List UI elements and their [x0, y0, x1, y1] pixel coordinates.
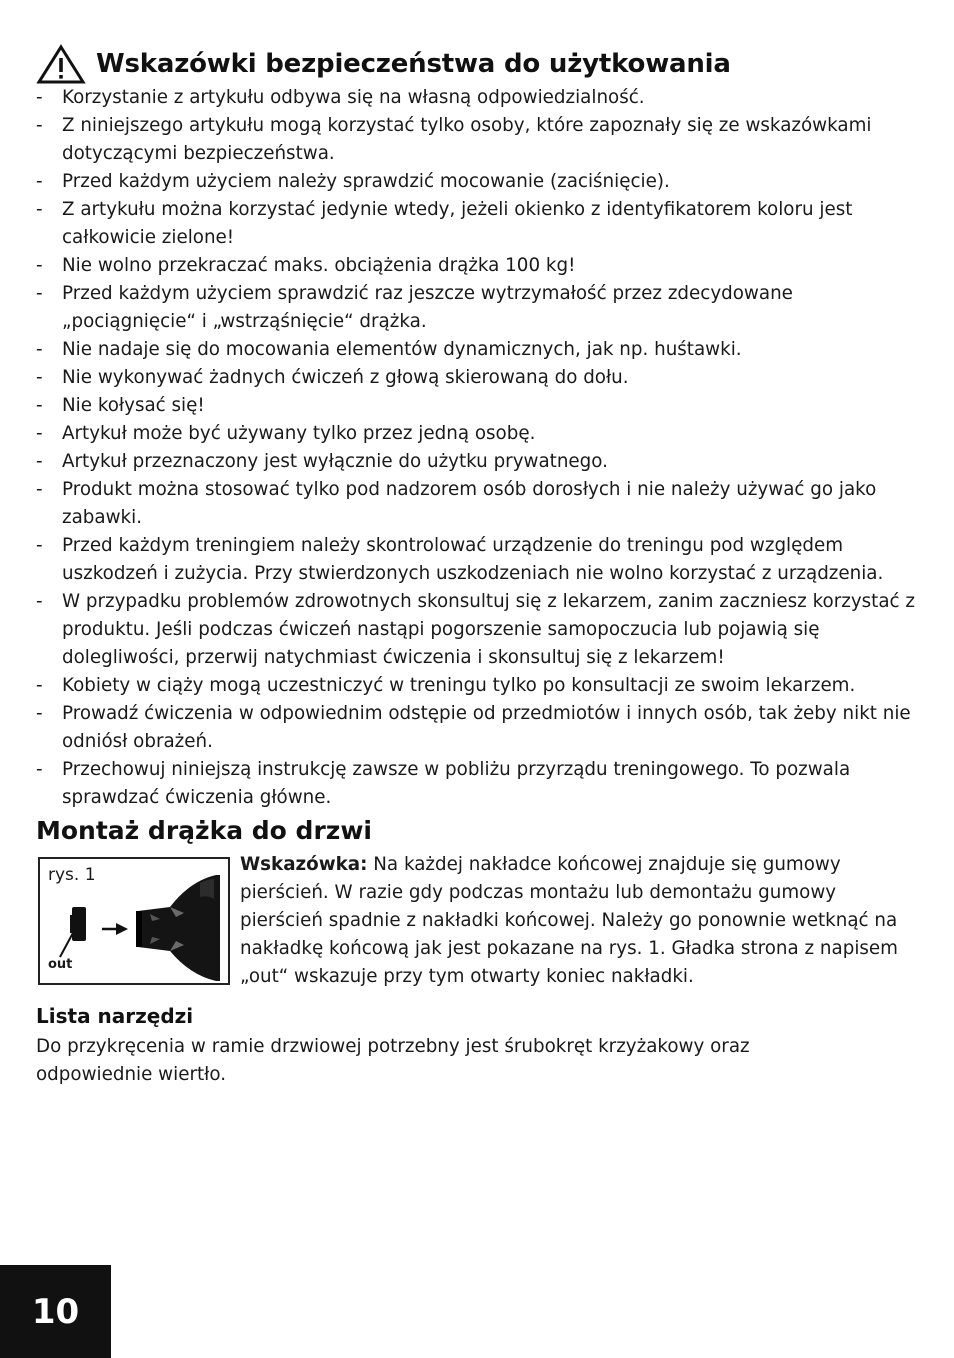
list-item — [36, 336, 916, 364]
bullet-dash: - — [36, 395, 43, 416]
list-item — [36, 168, 916, 196]
bullet-dash: - — [36, 535, 43, 556]
note-text: Na każdej nakładce końcowej znajduje się gumowy pierścień. W razie gdy podczas montażu lub demontażu gumowy pierścień spadnie z nakładki końcowej. Należy go ponownie wetknąć na nakładkę końcową jak jest pokazane na rys. 1. Gładka strona z napisem „out“ wskazuje przy tym otwarty koniec nakładki. — [240, 854, 898, 987]
bullet-dash: - — [36, 339, 43, 360]
arrow-head — [116, 923, 128, 935]
list-item-text: Kobiety w ciąży mogą uczestniczyć w treningu tylko po konsultacji ze swoim lekarzem. — [62, 675, 856, 696]
list-item — [36, 392, 916, 420]
list-item — [36, 700, 916, 756]
list-item-text: Z artykułu można korzystać jedynie wtedy, jeżeli okienko z identyfikatorem koloru jest całkowicie zielone! — [62, 199, 853, 248]
list-item-text: Artykuł przeznaczony jest wyłącznie do użytku prywatnego. — [62, 451, 608, 472]
bullet-dash: - — [36, 479, 43, 500]
list-item — [36, 84, 916, 112]
bullet-dash: - — [36, 171, 43, 192]
assembly-title: Montaż drążka do drzwi — [36, 816, 372, 845]
out-pointer-line — [60, 931, 74, 957]
list-item-text: Produkt można stosować tylko pod nadzorem osób dorosłych i nie należy używać go jako zabawki. — [62, 479, 877, 528]
list-item — [36, 532, 916, 588]
list-item — [36, 364, 916, 392]
bullet-dash: - — [36, 367, 43, 388]
list-item-text: Artykuł może być używany tylko przez jedną osobę. — [62, 423, 536, 444]
bullet-dash: - — [36, 255, 43, 276]
list-item-text: Nie wolno przekraczać maks. obciążenia drążka 100 kg! — [62, 255, 576, 276]
figure-label: rys. 1 — [48, 865, 96, 885]
bullet-dash: - — [36, 115, 43, 136]
bullet-dash: - — [36, 199, 43, 220]
tools-title: Lista narzędzi — [36, 1004, 194, 1028]
out-label: out — [48, 957, 73, 972]
list-item-text: Przed każdym treningiem należy skontrolować urządzenie do treningu pod względem uszkodzeń i zużycia. Przy stwierdzonych uszkodzeniach nie wolno korzystać z urządzenia. — [62, 535, 884, 584]
rubber-ring-shape — [72, 907, 86, 941]
list-item-text: Przechowuj niniejszą instrukcję zawsze w pobliżu przyrządu treningowego. To pozwala sprawdzać ćwiczenia główne. — [62, 759, 851, 808]
list-item-text: W przypadku problemów zdrowotnych skonsultuj się z lekarzem, zanim zaczniesz korzystać z produktu. Jeśli podczas ćwiczeń nastąpi pogorszenie samopoczucia lub pojawią się dolegliwości, przerwij natychmiast ćwiczenia i skonsultuj się z lekarzem! — [62, 591, 915, 668]
safety-title: Wskazówki bezpieczeństwa do użytkowania — [96, 49, 731, 79]
note-lead: Wskazówka: — [240, 854, 368, 875]
list-item-text: Nie nadaje się do mocowania elementów dynamicznych, jak np. huśtawki. — [62, 339, 742, 360]
list-item — [36, 756, 916, 812]
list-item — [36, 420, 916, 448]
assembly-note — [240, 851, 920, 991]
bullet-dash: - — [36, 759, 43, 780]
tools-text: Do przykręcenia w ramie drzwiowej potrzebny jest śrubokręt krzyżakowy oraz odpowiednie wiertło. — [36, 1036, 750, 1085]
bullet-dash: - — [36, 675, 43, 696]
safety-heading — [36, 44, 731, 84]
list-item-text: Nie kołysać się! — [62, 395, 205, 416]
page-number: 10 — [0, 1265, 111, 1358]
list-item-text: Przed każdym użyciem należy sprawdzić mocowanie (zaciśnięcie). — [62, 171, 670, 192]
list-item — [36, 112, 916, 168]
list-item — [36, 252, 916, 280]
list-item — [36, 280, 916, 336]
list-item-text: Prowadź ćwiczenia w odpowiednim odstępie od przedmiotów i innych osób, tak żeby nikt nie odniósł obrażeń. — [62, 703, 911, 752]
list-item-text: Z niniejszego artykułu mogą korzystać tylko osoby, które zapoznały się ze wskazówkami dotyczącymi bezpieczeństwa. — [62, 115, 872, 164]
list-item-text: Przed każdym użyciem sprawdzić raz jeszcze wytrzymałość przez zdecydowane „pociągnięcie“ i „wstrząśnięcie“ drążka. — [62, 283, 793, 332]
figure-1 — [38, 857, 230, 985]
bullet-dash: - — [36, 451, 43, 472]
list-item-text: Nie wykonywać żadnych ćwiczeń z głową skierowaną do dołu. — [62, 367, 629, 388]
list-item — [36, 196, 916, 252]
list-item-text: Korzystanie z artykułu odbywa się na własną odpowiedzialność. — [62, 87, 645, 108]
warning-triangle-icon — [36, 44, 86, 84]
bullet-dash: - — [36, 703, 43, 724]
list-item — [36, 448, 916, 476]
list-item — [36, 672, 916, 700]
bullet-dash: - — [36, 87, 43, 108]
bullet-dash: - — [36, 423, 43, 444]
bullet-dash: - — [36, 591, 43, 612]
safety-list — [36, 84, 916, 812]
list-item — [36, 588, 916, 672]
bullet-dash: - — [36, 283, 43, 304]
list-item — [36, 476, 916, 532]
